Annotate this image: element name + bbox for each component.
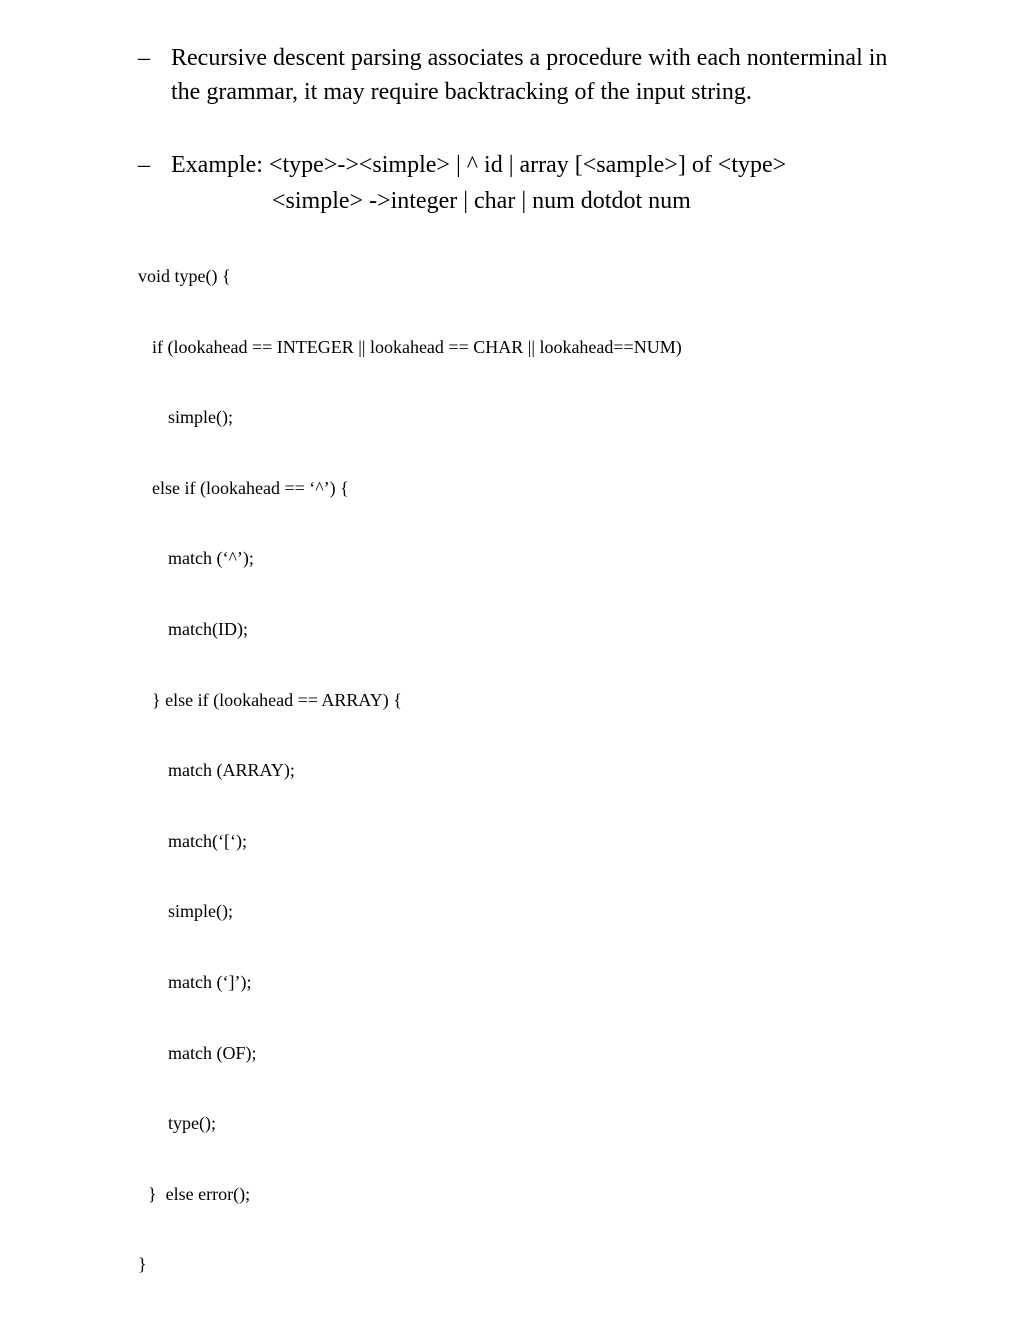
code-line: if (lookahead == INTEGER || lookahead == CHAR || lookahead==NUM) — [152, 336, 682, 357]
code-line: match(‘[‘); — [168, 830, 247, 851]
code-line: match(ID); — [168, 618, 248, 639]
bullet-text: Example: <type>-><simple> | ^ id | array [<sample>] of <type> — [171, 152, 787, 178]
bullet-dash: – — [138, 152, 150, 178]
code-line: match (‘]’); — [168, 971, 252, 992]
code-line: simple(); — [168, 901, 233, 922]
grammar-continuation: <simple> ->integer | char | num dotdot num — [272, 188, 691, 214]
code-line: type(); — [168, 1113, 216, 1134]
code-line: match (‘^’); — [168, 548, 254, 569]
code-line: simple(); — [168, 407, 233, 428]
bullet-dash: – — [138, 45, 150, 71]
code-line: } else error(); — [148, 1183, 251, 1204]
code-line: match (ARRAY); — [168, 760, 295, 781]
code-line: match (OF); — [168, 1042, 257, 1063]
code-block — [138, 220, 682, 1321]
bullet-item — [138, 148, 901, 182]
code-line: else if (lookahead == ‘^’) { — [152, 477, 349, 498]
bullet-item — [138, 41, 901, 109]
bullet-text: Recursive descent parsing associates a procedure with each nonterminal in the grammar, it may require backtracking of the input string. — [171, 45, 888, 105]
code-line: } — [138, 1254, 147, 1275]
code-line: void type() { — [138, 266, 231, 286]
code-line: } else if (lookahead == ARRAY) { — [152, 689, 402, 710]
